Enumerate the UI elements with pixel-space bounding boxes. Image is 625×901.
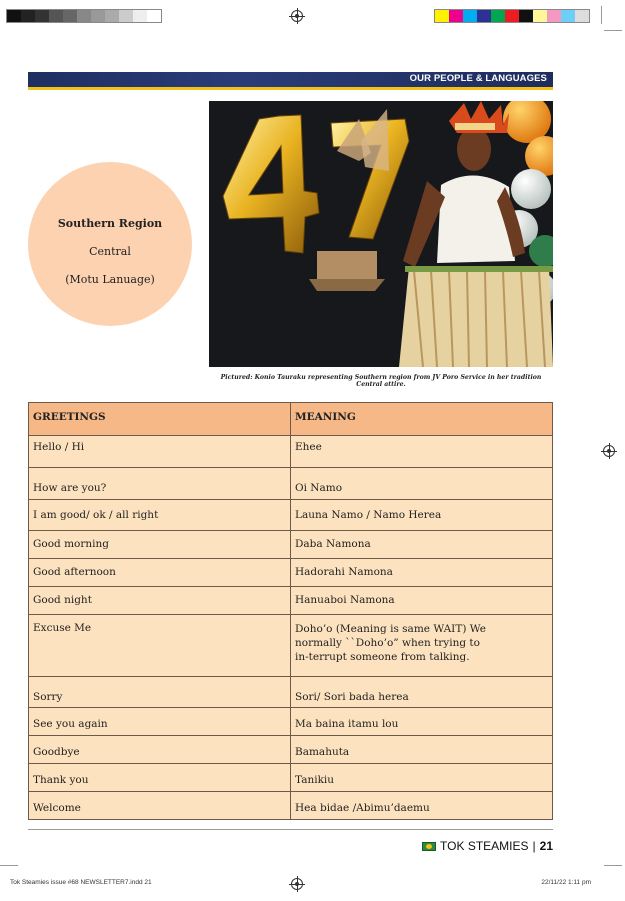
meaning-cell: Bamahuta — [291, 736, 553, 764]
photo-caption: Pictured: Konio Tauraku representing Southern region from JV Poro Service in her tradition Central attire. — [220, 374, 542, 388]
registration-mark-top — [291, 10, 303, 22]
greeting-cell: I am good/ ok / all right — [29, 500, 291, 531]
print-slug-timestamp: 22/11/22 1:11 pm — [541, 879, 591, 886]
table-row — [29, 792, 553, 820]
crop-mark — [0, 865, 18, 866]
meaning-cell: Hanuaboi Namona — [291, 587, 553, 615]
greetings-column-header: GREETINGS — [29, 403, 291, 436]
meaning-cell: Sori/ Sori bada herea — [291, 677, 553, 708]
table-row — [29, 500, 553, 531]
footer-brand-name: TOK STEAMIES — [440, 839, 529, 853]
cmyk-color-bar — [434, 9, 590, 23]
feature-photo — [209, 101, 553, 367]
meaning-cell: Launa Namo / Namo Herea — [291, 500, 553, 531]
meaning-cell: Doho’o (Meaning is same WAIT) We normally ``Doho’o” when trying to in-terrupt someone from talking. — [291, 615, 553, 677]
meaning-column-header: MEANING — [291, 403, 553, 436]
table-row — [29, 587, 553, 615]
section-header-band — [28, 72, 553, 87]
photo-illustration — [209, 101, 553, 367]
table-row — [29, 764, 553, 792]
table-header-row — [29, 403, 553, 436]
meaning-cell: Tanikiu — [291, 764, 553, 792]
crop-mark — [604, 865, 622, 866]
greeting-cell: Goodbye — [29, 736, 291, 764]
greeting-cell: See you again — [29, 708, 291, 736]
meaning-cell: Hea bidae /Abimu’daemu — [291, 792, 553, 820]
region-language: (Motu Lanuage) — [65, 273, 155, 286]
region-province: Central — [89, 245, 131, 258]
table-row — [29, 736, 553, 764]
section-title: OUR PEOPLE & LANGUAGES — [409, 73, 547, 84]
meaning-cell: Oi Namo — [291, 468, 553, 500]
greeting-cell: Good night — [29, 587, 291, 615]
greeting-cell: Welcome — [29, 792, 291, 820]
registration-mark-bottom — [291, 878, 303, 890]
table-row — [29, 436, 553, 468]
table-row — [29, 677, 553, 708]
region-name: Southern Region — [57, 217, 163, 230]
page-number: 21 — [539, 839, 553, 853]
footer-rule — [28, 829, 553, 830]
crop-mark — [601, 6, 602, 24]
meaning-cell: Daba Namona — [291, 531, 553, 559]
print-slug-filename: Tok Steamies issue #68 NEWSLETTER7.indd 21 — [10, 879, 152, 886]
crop-mark — [604, 30, 622, 31]
greeting-cell: Excuse Me — [29, 615, 291, 677]
greetings-table — [28, 402, 553, 820]
greeting-cell: Good morning — [29, 531, 291, 559]
meaning-cell: Ma baina itamu lou — [291, 708, 553, 736]
meaning-cell: Hadorahi Namona — [291, 559, 553, 587]
region-circle — [28, 162, 192, 326]
grayscale-color-bar — [6, 9, 162, 23]
table-row — [29, 708, 553, 736]
flag-icon — [422, 842, 436, 851]
table-row — [29, 615, 553, 677]
greeting-cell: Sorry — [29, 677, 291, 708]
greeting-cell: Hello / Hi — [29, 436, 291, 468]
table-row — [29, 559, 553, 587]
table-row — [29, 531, 553, 559]
registration-mark-right — [603, 445, 615, 457]
greeting-cell: Good afternoon — [29, 559, 291, 587]
greeting-cell: Thank you — [29, 764, 291, 792]
footer-separator: | — [532, 839, 536, 853]
footer-brand — [422, 839, 553, 853]
header-accent-stripe — [28, 87, 553, 90]
meaning-cell: Ehee — [291, 436, 553, 468]
greeting-cell: How are you? — [29, 468, 291, 500]
table-row — [29, 468, 553, 500]
